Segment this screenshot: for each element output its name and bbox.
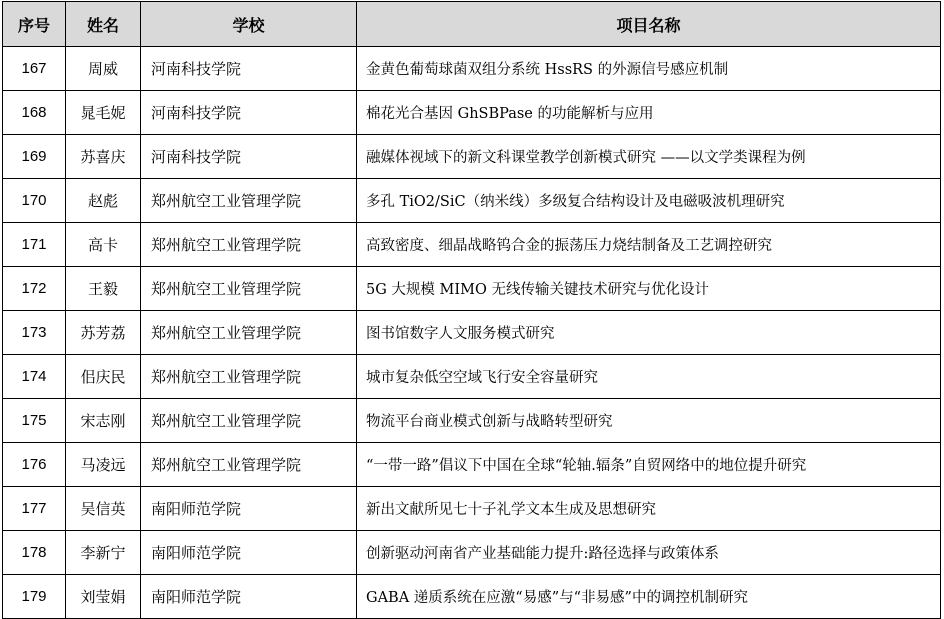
cell-serial-number: 172 (3, 267, 66, 311)
cell-project-title: 创新驱动河南省产业基础能力提升:路径选择与政策体系 (357, 531, 941, 575)
cell-serial-number: 173 (3, 311, 66, 355)
cell-name: 李新宁 (66, 531, 141, 575)
cell-project-title: 图书馆数字人文服务模式研究 (357, 311, 941, 355)
cell-school: 河南科技学院 (141, 135, 357, 179)
header-project-title: 项目名称 (357, 2, 941, 47)
cell-name: 赵彪 (66, 179, 141, 223)
cell-serial-number: 168 (3, 91, 66, 135)
cell-project-title: GABA 递质系统在应激“易感”与“非易感”中的调控机制研究 (357, 575, 941, 619)
cell-name: 苏芳荔 (66, 311, 141, 355)
table-row (3, 531, 941, 575)
table-row (3, 311, 941, 355)
cell-name: 苏喜庆 (66, 135, 141, 179)
cell-school: 郑州航空工业管理学院 (141, 443, 357, 487)
table-row (3, 135, 941, 179)
cell-name: 周威 (66, 47, 141, 91)
cell-school: 南阳师范学院 (141, 531, 357, 575)
cell-name: 吴信英 (66, 487, 141, 531)
cell-serial-number: 177 (3, 487, 66, 531)
header-serial-number: 序号 (3, 2, 66, 47)
cell-project-title: 融媒体视域下的新文科课堂教学创新模式研究 ——以文学类课程为例 (357, 135, 941, 179)
cell-project-title: 金黄色葡萄球菌双组分系统 HssRS 的外源信号感应机制 (357, 47, 941, 91)
cell-name: 马凌远 (66, 443, 141, 487)
cell-name: 宋志刚 (66, 399, 141, 443)
cell-project-title: 棉花光合基因 GhSBPase 的功能解析与应用 (357, 91, 941, 135)
cell-serial-number: 170 (3, 179, 66, 223)
cell-name: 高卡 (66, 223, 141, 267)
cell-school: 郑州航空工业管理学院 (141, 311, 357, 355)
cell-school: 南阳师范学院 (141, 575, 357, 619)
cell-school: 郑州航空工业管理学院 (141, 355, 357, 399)
cell-project-title: 多孔 TiO2/SiC（纳米线）多级复合结构设计及电磁吸波机理研究 (357, 179, 941, 223)
cell-school: 南阳师范学院 (141, 487, 357, 531)
cell-school: 河南科技学院 (141, 91, 357, 135)
header-name: 姓名 (66, 2, 141, 47)
cell-project-title: 高致密度、细晶战略钨合金的振荡压力烧结制备及工艺调控研究 (357, 223, 941, 267)
cell-serial-number: 175 (3, 399, 66, 443)
table-row (3, 355, 941, 399)
cell-serial-number: 176 (3, 443, 66, 487)
cell-name: 刘莹娟 (66, 575, 141, 619)
cell-school: 郑州航空工业管理学院 (141, 179, 357, 223)
cell-serial-number: 174 (3, 355, 66, 399)
cell-name: 佀庆民 (66, 355, 141, 399)
cell-serial-number: 178 (3, 531, 66, 575)
header-school: 学校 (141, 2, 357, 47)
table-row (3, 179, 941, 223)
cell-school: 郑州航空工业管理学院 (141, 267, 357, 311)
cell-school: 郑州航空工业管理学院 (141, 399, 357, 443)
table-row (3, 443, 941, 487)
table-row (3, 91, 941, 135)
cell-school: 河南科技学院 (141, 47, 357, 91)
cell-serial-number: 179 (3, 575, 66, 619)
cell-serial-number: 171 (3, 223, 66, 267)
cell-serial-number: 167 (3, 47, 66, 91)
cell-project-title: 城市复杂低空空域飞行安全容量研究 (357, 355, 941, 399)
table-row (3, 223, 941, 267)
table-row (3, 399, 941, 443)
cell-project-title: 5G 大规模 MIMO 无线传输关键技术研究与优化设计 (357, 267, 941, 311)
table-row (3, 47, 941, 91)
cell-project-title: “一带一路”倡议下中国在全球“轮轴.辐条”自贸网络中的地位提升研究 (357, 443, 941, 487)
project-list-table-container (2, 1, 940, 619)
table-row (3, 487, 941, 531)
cell-name: 王毅 (66, 267, 141, 311)
table-row (3, 575, 941, 619)
project-list-table (2, 1, 941, 619)
cell-name: 晁毛妮 (66, 91, 141, 135)
cell-school: 郑州航空工业管理学院 (141, 223, 357, 267)
table-row (3, 267, 941, 311)
table-header-row (3, 2, 941, 47)
cell-serial-number: 169 (3, 135, 66, 179)
cell-project-title: 物流平台商业模式创新与战略转型研究 (357, 399, 941, 443)
cell-project-title: 新出文献所见七十子礼学文本生成及思想研究 (357, 487, 941, 531)
